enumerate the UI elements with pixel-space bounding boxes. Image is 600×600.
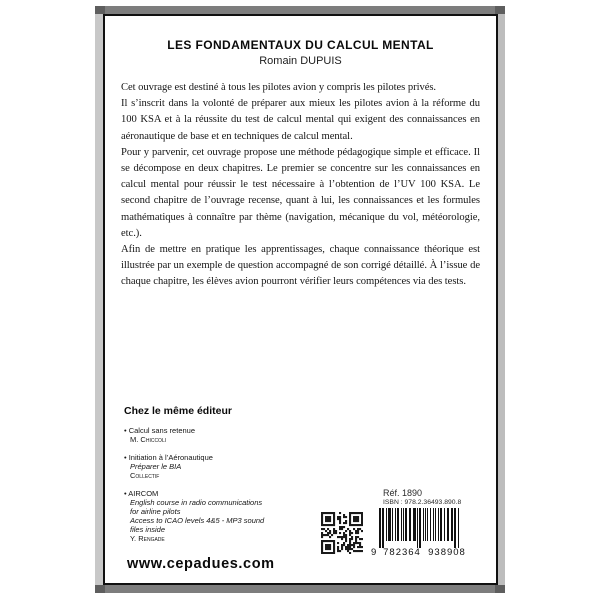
book-item-title: • Calcul sans retenue	[124, 426, 195, 435]
reference-number: Réf. 1890	[383, 488, 423, 498]
book-item-subtitle: Préparer le BIA	[130, 462, 182, 471]
book-title: LES FONDAMENTAUX DU CALCUL MENTAL	[167, 38, 434, 52]
book-bottom-left-corner	[95, 585, 105, 593]
book-back-cover	[95, 6, 505, 593]
barcode-digits	[371, 547, 471, 558]
publisher-book-item	[124, 426, 314, 444]
book-item-subtitle: for airline pilots	[130, 507, 181, 516]
book-item-subtitle: files inside	[130, 525, 166, 534]
blurb-paragraph: Pour y parvenir, cet ouvrage propose une méthode pédagogique simple et efficace. Il se décompose en deux chapitres. Le premier se concentre sur les connaissances en calcul mental pour réussir le test nécessaire à l’obtention de l’UV 100 KSA. Le second chapitre de l’ouvrage recense, quant à lui, les connaissances et les formules mathématiques à connaître par thème (navigation, mécanique du vol, météorologie, etc.).	[121, 146, 480, 239]
book-left-page-edge	[95, 14, 103, 585]
ean-barcode	[371, 508, 467, 548]
book-item-title: • Initiation à l’Aéronautique	[124, 453, 213, 462]
same-publisher-section	[124, 405, 314, 543]
qr-code	[321, 512, 363, 554]
blurb-paragraph: Cet ouvrage est destiné à tous les pilotes avion y compris les pilotes privés.	[121, 82, 437, 93]
book-item-author: Y. Rengade	[130, 534, 165, 543]
book-author: Romain DUPUIS	[259, 55, 342, 67]
book-top-edge	[95, 6, 505, 14]
publisher-website: www.cepadues.com	[127, 556, 275, 572]
barcode-block	[371, 488, 471, 558]
book-top-left-corner	[95, 6, 105, 14]
book-item-author: Collectif	[130, 471, 160, 480]
publisher-book-item	[124, 453, 314, 480]
barcode-digit-first: 9	[371, 547, 377, 558]
barcode-digits-left: 782364	[383, 547, 421, 558]
book-item-title: • AIRCOM	[124, 489, 159, 498]
blurb-paragraph: Afin de mettre en pratique les apprentissages, chaque connaissance théorique est illustrée par un exemple de question accompagné de son corrigé détaillé. À l’issue de chaque chapitre, les élèves avion pourront vérifier leurs compétences via des tests.	[121, 244, 480, 288]
book-top-band	[105, 6, 495, 14]
isbn-number: ISBN : 978.2.36493.890.8	[383, 499, 462, 506]
cover-page	[103, 14, 498, 585]
blurb-paragraph: Il s’inscrit dans la volonté de préparer aux mieux les pilotes avion à la réforme du 100 KSA et à la réussite du test de calcul mental qui exigent des connaissances en aéronautique de base et en techniques de calcul mental.	[121, 98, 480, 142]
book-top-right-corner	[495, 6, 505, 14]
book-item-subtitle: English course in radio communications	[130, 498, 263, 507]
back-cover-blurb	[121, 80, 480, 291]
book-bottom-edge	[95, 585, 505, 593]
book-item-subtitle: Access to ICAO levels 4&5 - MP3 sound	[130, 516, 265, 525]
barcode-digits-right: 938908	[428, 547, 466, 558]
same-publisher-heading: Chez le même éditeur	[124, 405, 232, 417]
publisher-book-item	[124, 489, 314, 543]
book-item-author: M. Chiccoli	[130, 435, 167, 444]
book-bottom-right-corner	[495, 585, 505, 593]
book-right-page-edge	[498, 14, 505, 585]
book-bottom-band	[105, 585, 495, 593]
